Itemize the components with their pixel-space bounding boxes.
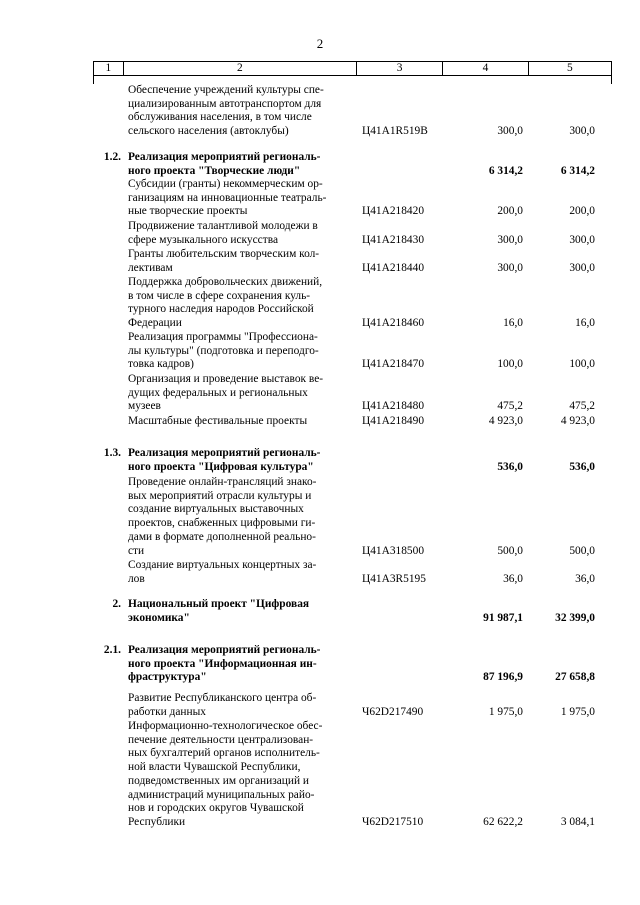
column-header-2: 2 bbox=[123, 62, 356, 75]
amount-col4: 62 622,2 bbox=[483, 815, 523, 828]
row-number: 2. bbox=[112, 598, 121, 610]
amount-col5: 200,0 bbox=[569, 205, 595, 218]
description-line: дами в формате дополненной реально- bbox=[128, 530, 316, 543]
description-line: сти bbox=[128, 544, 145, 557]
description-line: лективам bbox=[128, 261, 173, 274]
budget-code: Ц41А318500 bbox=[362, 544, 425, 557]
description-line: Проведение онлайн-трансляций знако- bbox=[128, 476, 317, 488]
row-description bbox=[128, 331, 350, 372]
amount-col5: 1 975,0 bbox=[560, 705, 595, 718]
description-line: Организация и проведение выставок ве- bbox=[128, 373, 324, 385]
description-line: Реализация программы "Профессиона- bbox=[128, 331, 318, 343]
page-number: 2 bbox=[316, 36, 324, 51]
budget-code: Ч62D217490 bbox=[362, 705, 424, 718]
budget-code: Ч62D217510 bbox=[362, 815, 424, 828]
description-line: Создание виртуальных концертных за- bbox=[128, 559, 317, 571]
description-line: ганизациям на инновационные театраль- bbox=[128, 191, 327, 204]
description-line: ного проекта "Цифровая культура" bbox=[128, 460, 314, 473]
budget-code: Ц41А218460 bbox=[362, 317, 425, 330]
description-line: музеев bbox=[128, 400, 161, 413]
description-line: Национальный проект "Цифровая bbox=[128, 598, 310, 610]
amount-col5: 16,0 bbox=[575, 317, 595, 330]
description-line: турного наследия народов Российской bbox=[128, 303, 314, 316]
budget-code: Ц41А218470 bbox=[362, 358, 425, 371]
description-line: Информационно-технологическое обес- bbox=[128, 720, 323, 732]
amount-col4: 300,0 bbox=[497, 125, 523, 138]
description-line: обслуживания населения, в том числе bbox=[128, 111, 312, 124]
amount-col5: 100,0 bbox=[569, 358, 595, 371]
description-line: проектов, снабженных цифровыми ги- bbox=[128, 517, 316, 530]
row-description bbox=[128, 373, 350, 414]
description-line: товка кадров) bbox=[128, 358, 194, 371]
description-line: фраструктура" bbox=[128, 671, 207, 684]
budget-code: Ц41А218430 bbox=[362, 233, 425, 246]
description-line: Продвижение талантливой молодежи в bbox=[128, 220, 318, 232]
description-line: Субсидии (гранты) некоммерческим ор- bbox=[128, 178, 323, 190]
description-line: Реализация мероприятий региональ- bbox=[128, 644, 321, 656]
description-line: экономика" bbox=[128, 611, 190, 624]
amount-col5: 27 658,8 bbox=[555, 671, 595, 684]
description-line: Масштабные фестивальные проекты bbox=[128, 415, 308, 427]
row-description bbox=[128, 84, 350, 139]
amount-col5: 300,0 bbox=[569, 125, 595, 138]
amount-col4: 475,2 bbox=[497, 400, 523, 413]
amount-col4: 100,0 bbox=[497, 358, 523, 371]
row-description bbox=[128, 220, 350, 247]
amount-col4: 87 196,9 bbox=[483, 671, 523, 684]
row-description bbox=[128, 720, 350, 830]
amount-col5: 4 923,0 bbox=[560, 415, 595, 427]
description-line: циализированным автотранспортом для bbox=[128, 97, 322, 110]
amount-col5: 36,0 bbox=[575, 572, 595, 585]
amount-col5: 500,0 bbox=[569, 544, 595, 557]
amount-col4: 536,0 bbox=[497, 460, 523, 473]
row-number: 1.2. bbox=[103, 151, 121, 163]
column-rule bbox=[93, 76, 94, 84]
description-line: ной власти Чувашской Республики, bbox=[128, 761, 301, 774]
description-line: вых мероприятий отрасли культуры и bbox=[128, 489, 312, 502]
description-line: Реализация мероприятий региональ- bbox=[128, 447, 321, 459]
description-line: Республики bbox=[128, 815, 186, 828]
amount-col4: 91 987,1 bbox=[483, 611, 523, 624]
amount-col4: 4 923,0 bbox=[488, 415, 523, 427]
description-line: Федерации bbox=[128, 317, 182, 330]
description-line: лы культуры" (подготовка и переподго- bbox=[128, 344, 319, 357]
amount-col5: 300,0 bbox=[569, 261, 595, 274]
row-description bbox=[128, 276, 350, 331]
budget-code: Ц41А218490 bbox=[362, 415, 425, 427]
description-line: печение деятельности централизован- bbox=[128, 733, 314, 746]
budget-code: Ц41А1R519В bbox=[362, 125, 428, 138]
description-line: подведомственных им организаций и bbox=[128, 774, 309, 787]
description-line: сфере музыкального искусства bbox=[128, 233, 278, 246]
budget-code: Ц41А3R5195 bbox=[362, 572, 426, 585]
amount-col5: 475,2 bbox=[569, 400, 595, 413]
column-header-5: 5 bbox=[528, 62, 611, 75]
row-description bbox=[128, 415, 350, 429]
description-line: лов bbox=[128, 572, 145, 585]
amount-col4: 300,0 bbox=[497, 233, 523, 246]
amount-col5: 536,0 bbox=[569, 460, 595, 473]
budget-code: Ц41А218440 bbox=[362, 261, 425, 274]
description-line: ные творческие проекты bbox=[128, 205, 248, 218]
description-line: ного проекта "Творческие люди" bbox=[128, 164, 301, 177]
description-line: нов и городских округов Чувашской bbox=[128, 802, 304, 815]
description-line: сельского населения (автоклубы) bbox=[128, 125, 289, 138]
description-line: ного проекта "Информационная ин- bbox=[128, 657, 317, 670]
row-description bbox=[128, 644, 350, 685]
row-description bbox=[128, 178, 350, 219]
amount-col4: 500,0 bbox=[497, 544, 523, 557]
row-description bbox=[128, 248, 350, 275]
column-header-1: 1 bbox=[105, 62, 112, 74]
description-line: создание виртуальных выставочных bbox=[128, 503, 304, 516]
amount-col5: 6 314,2 bbox=[560, 164, 595, 177]
row-description bbox=[128, 476, 350, 558]
amount-col5: 300,0 bbox=[569, 233, 595, 246]
row-description bbox=[128, 151, 350, 178]
table-header bbox=[93, 61, 612, 76]
row-description bbox=[128, 559, 350, 586]
row-description bbox=[128, 692, 350, 719]
description-line: дущих федеральных и региональных bbox=[128, 386, 308, 399]
description-line: Гранты любительским творческим кол- bbox=[128, 248, 320, 260]
description-line: в том числе в сфере сохранения куль- bbox=[128, 289, 311, 302]
amount-col4: 200,0 bbox=[497, 205, 523, 218]
column-header-3: 3 bbox=[356, 62, 442, 75]
budget-code: Ц41А218420 bbox=[362, 205, 425, 218]
amount-col5: 32 399,0 bbox=[555, 611, 595, 624]
description-line: работки данных bbox=[128, 705, 206, 718]
column-rule bbox=[611, 76, 612, 84]
row-description bbox=[128, 447, 350, 474]
amount-col4: 36,0 bbox=[503, 572, 523, 585]
amount-col5: 3 084,1 bbox=[560, 815, 595, 828]
description-line: ных бухгалтерий органов исполнитель- bbox=[128, 747, 320, 760]
row-number: 1.3. bbox=[103, 447, 121, 459]
amount-col4: 1 975,0 bbox=[488, 705, 523, 718]
row-number: 2.1. bbox=[103, 644, 121, 656]
description-line: Обеспечение учреждений культуры спе- bbox=[128, 84, 324, 96]
description-line: Реализация мероприятий региональ- bbox=[128, 151, 321, 163]
column-header-4: 4 bbox=[442, 62, 527, 75]
budget-code: Ц41А218480 bbox=[362, 400, 425, 413]
amount-col4: 6 314,2 bbox=[488, 164, 523, 177]
amount-col4: 16,0 bbox=[503, 317, 523, 330]
amount-col4: 300,0 bbox=[497, 261, 523, 274]
description-line: администраций муниципальных райо- bbox=[128, 788, 315, 801]
description-line: Поддержка добровольческих движений, bbox=[128, 276, 323, 288]
row-description bbox=[128, 598, 350, 625]
description-line: Развитие Республиканского центра об- bbox=[128, 692, 317, 704]
